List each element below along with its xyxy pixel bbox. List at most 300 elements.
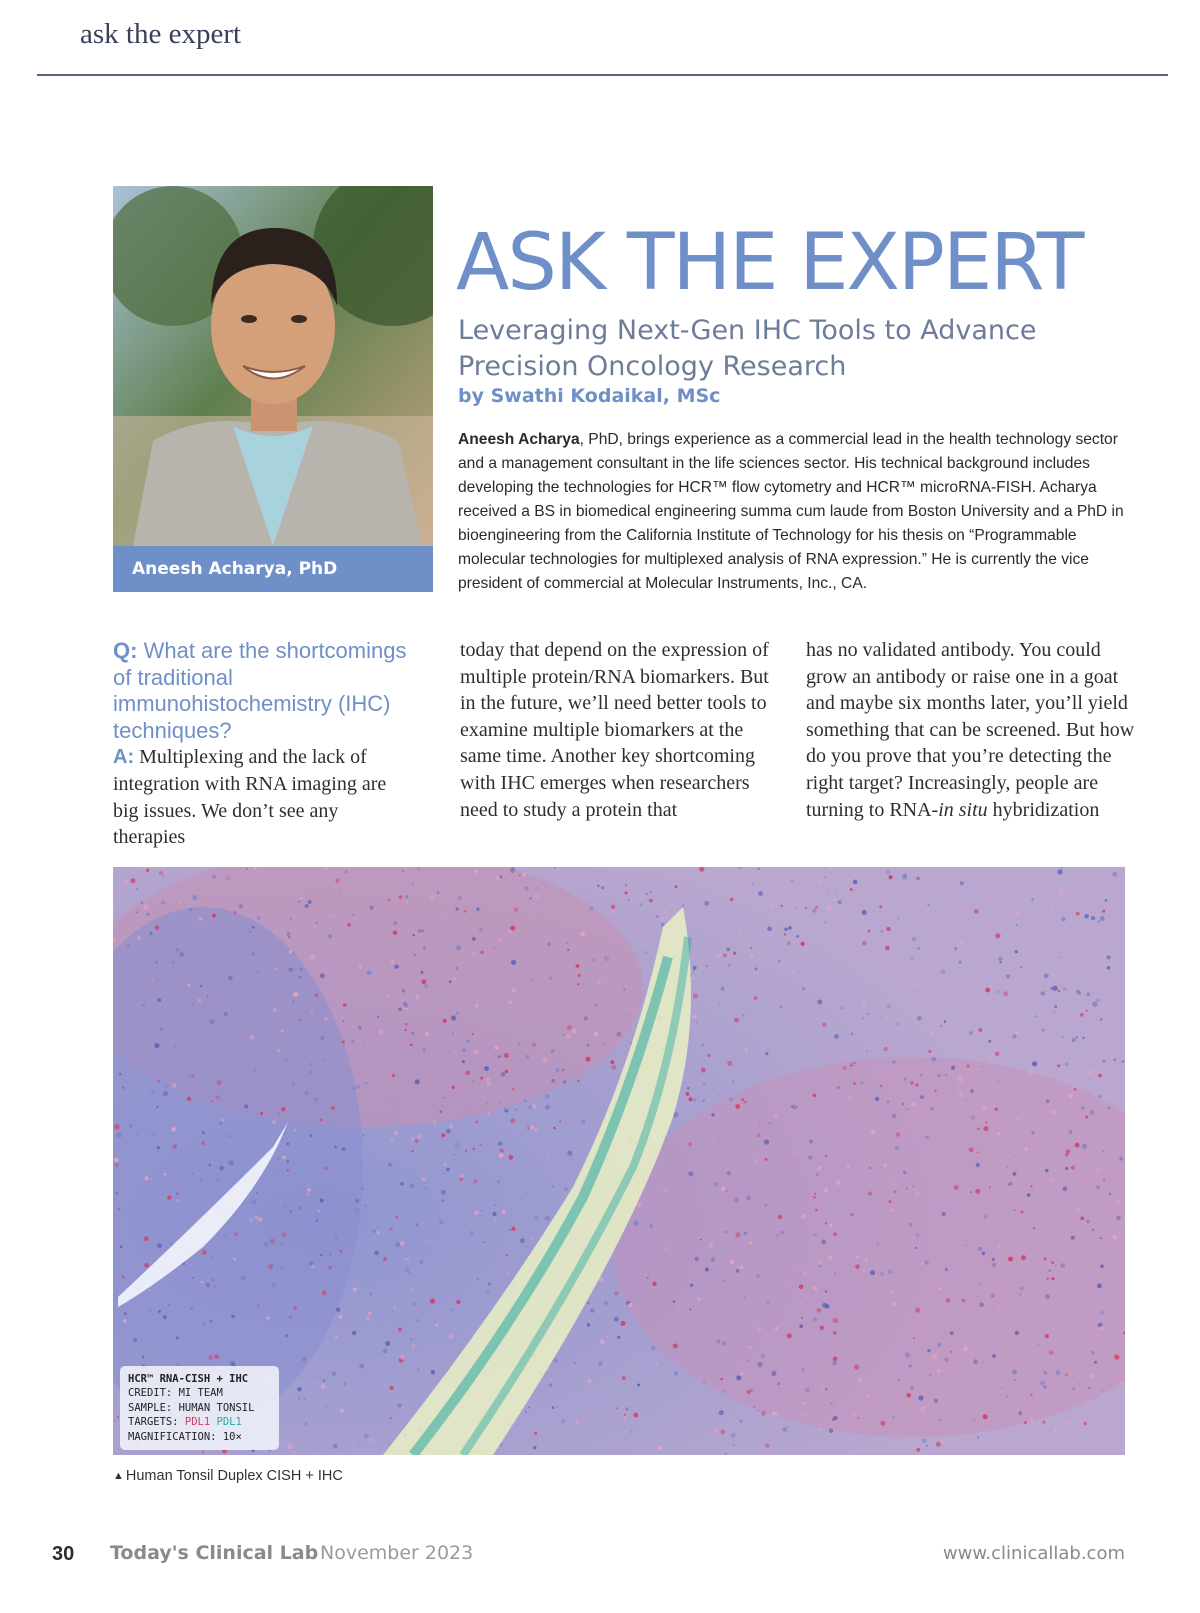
stain-speck: [416, 1223, 419, 1226]
stain-speck: [999, 961, 1001, 963]
stain-speck: [199, 1179, 202, 1182]
stain-speck: [1006, 1167, 1008, 1169]
stain-speck: [663, 1189, 667, 1193]
stain-speck: [937, 1343, 942, 1348]
stain-speck: [424, 984, 428, 988]
stain-speck: [281, 1030, 284, 1033]
stain-speck: [152, 979, 154, 981]
stain-speck: [1042, 1029, 1045, 1032]
stain-speck: [413, 1302, 417, 1306]
stain-speck: [415, 1368, 417, 1370]
stain-speck: [963, 1347, 968, 1352]
stain-speck: [177, 869, 179, 871]
stain-speck: [739, 1420, 742, 1423]
stain-speck: [1016, 911, 1021, 916]
stain-speck: [509, 1229, 511, 1231]
stain-speck: [1104, 899, 1107, 902]
stain-speck: [796, 935, 799, 938]
stain-speck: [512, 989, 515, 992]
stain-speck: [824, 1188, 828, 1192]
stain-speck: [1035, 1015, 1037, 1017]
stain-speck: [595, 1004, 598, 1007]
stain-speck: [159, 871, 163, 875]
stain-speck: [1030, 1418, 1035, 1423]
stain-speck: [504, 1053, 509, 1058]
stain-speck: [786, 1129, 788, 1131]
stain-speck: [281, 1107, 285, 1111]
stain-speck: [137, 936, 141, 940]
stain-speck: [298, 901, 300, 903]
stain-speck: [911, 1102, 916, 1107]
stain-speck: [633, 1413, 638, 1418]
stain-speck: [151, 1091, 155, 1095]
stain-speck: [587, 1301, 590, 1304]
stain-speck: [300, 897, 303, 900]
stain-speck: [578, 974, 581, 977]
stain-speck: [455, 967, 458, 970]
stain-speck: [160, 1028, 163, 1031]
stain-speck: [711, 1257, 716, 1262]
stain-speck: [297, 1387, 301, 1391]
stain-speck: [1101, 1390, 1103, 1392]
stain-speck: [524, 886, 528, 890]
stain-speck: [833, 899, 835, 901]
stain-speck: [144, 1263, 149, 1268]
stain-speck: [562, 1069, 564, 1071]
stain-speck: [303, 1084, 305, 1086]
stain-speck: [476, 907, 480, 911]
stain-speck: [973, 1359, 978, 1364]
stain-speck: [395, 1242, 400, 1247]
stain-speck: [765, 1204, 767, 1206]
stain-speck: [989, 1187, 991, 1189]
stain-speck: [264, 1242, 269, 1247]
stain-speck: [298, 1397, 300, 1399]
stain-speck: [630, 1430, 633, 1433]
stain-speck: [780, 1231, 784, 1235]
stain-speck: [747, 1360, 749, 1362]
stain-speck: [151, 1178, 153, 1180]
stain-speck: [258, 1217, 263, 1222]
stain-speck: [210, 1320, 213, 1323]
stain-speck: [789, 1282, 791, 1284]
stain-speck: [1086, 1010, 1088, 1012]
stain-speck: [886, 870, 891, 875]
stain-speck: [1082, 1037, 1084, 1039]
stain-speck: [320, 1254, 323, 1257]
stain-speck: [739, 929, 742, 932]
stain-speck: [115, 1163, 119, 1167]
stain-speck: [388, 898, 391, 901]
stain-speck: [1075, 1143, 1080, 1148]
stain-speck: [744, 1101, 746, 1103]
stain-speck: [611, 1065, 616, 1070]
stain-speck: [813, 1286, 817, 1290]
stain-speck: [515, 1109, 517, 1111]
stain-speck: [877, 1242, 880, 1245]
stain-speck: [224, 1234, 226, 1236]
stain-speck: [981, 1066, 983, 1068]
stain-speck: [587, 1323, 591, 1327]
stain-speck: [136, 1133, 138, 1135]
stain-speck: [322, 1379, 325, 1382]
bio-name: Aneesh Acharya: [458, 431, 580, 448]
stain-speck: [847, 1165, 850, 1168]
stain-speck: [1060, 890, 1064, 894]
stain-speck: [271, 1283, 276, 1288]
stain-speck: [587, 1379, 591, 1383]
stain-speck: [756, 1275, 759, 1278]
stain-speck: [870, 1270, 875, 1275]
stain-speck: [1082, 1144, 1087, 1149]
stain-speck: [1024, 1147, 1028, 1151]
stain-speck: [512, 1088, 515, 1091]
stain-speck: [1063, 1186, 1068, 1191]
stain-speck: [726, 948, 730, 952]
stain-speck: [411, 1137, 415, 1141]
stain-speck: [778, 960, 780, 962]
stain-speck: [1076, 1036, 1078, 1038]
stain-speck: [402, 870, 404, 872]
stain-speck: [736, 1375, 741, 1380]
stain-speck: [409, 1184, 414, 1189]
stain-speck: [717, 1340, 721, 1344]
stain-speck: [1027, 1193, 1031, 1197]
stain-speck: [304, 1091, 309, 1096]
stain-speck: [1108, 1107, 1111, 1110]
stain-speck: [209, 1019, 214, 1024]
stain-speck: [875, 1073, 877, 1075]
stain-speck: [292, 1082, 296, 1086]
stain-speck: [358, 1026, 362, 1030]
stain-speck: [526, 1192, 528, 1194]
stain-speck: [1081, 1106, 1084, 1109]
stain-speck: [320, 973, 325, 978]
stain-speck: [549, 976, 552, 979]
stain-speck: [149, 1289, 151, 1291]
stain-speck: [566, 1034, 571, 1039]
stain-speck: [299, 967, 303, 971]
stain-speck: [656, 1362, 658, 1364]
stain-speck: [903, 1171, 906, 1174]
stain-speck: [176, 1199, 179, 1202]
stain-speck: [880, 1085, 883, 1088]
stain-speck: [400, 1182, 403, 1185]
stain-speck: [858, 1378, 862, 1382]
stain-speck: [892, 1060, 895, 1063]
stain-speck: [117, 1416, 120, 1419]
stain-speck: [306, 1192, 310, 1196]
stain-speck: [282, 1232, 286, 1236]
website-link[interactable]: www.clinicallab.com: [942, 1543, 1125, 1564]
stain-speck: [278, 1158, 280, 1160]
stain-speck: [223, 1012, 227, 1016]
stain-speck: [802, 1402, 805, 1405]
stain-speck: [287, 932, 291, 936]
stain-speck: [149, 932, 152, 935]
stain-speck: [584, 1016, 588, 1020]
stain-speck: [328, 1266, 332, 1270]
stain-speck: [693, 1099, 696, 1102]
stain-speck: [1098, 1095, 1101, 1098]
stain-speck: [500, 1149, 504, 1153]
stain-speck: [393, 930, 398, 935]
stain-speck: [677, 1305, 679, 1307]
stain-speck: [609, 909, 614, 914]
stain-speck: [960, 881, 964, 885]
stain-speck: [689, 1097, 693, 1101]
stain-speck: [1119, 1157, 1123, 1161]
stain-speck: [1030, 1061, 1032, 1063]
stain-speck: [397, 1403, 402, 1408]
stain-speck: [417, 1134, 422, 1139]
stain-speck: [189, 908, 193, 912]
stain-speck: [843, 1015, 845, 1017]
stain-speck: [868, 1191, 872, 1195]
article-headline: Leveraging Next-Gen IHC Tools to Advance Precision Oncology Research: [458, 315, 1037, 382]
stain-speck: [700, 1239, 702, 1241]
stain-speck: [686, 1092, 690, 1096]
stain-speck: [252, 952, 256, 956]
stain-speck: [405, 1029, 407, 1031]
stain-speck: [486, 1289, 490, 1293]
figure-label: [120, 1366, 279, 1450]
stain-speck: [557, 1406, 559, 1408]
stain-speck: [853, 880, 858, 885]
stain-speck: [289, 967, 293, 971]
stain-speck: [713, 1089, 715, 1091]
stain-speck: [998, 1245, 1001, 1248]
stain-speck: [392, 1074, 395, 1077]
stain-speck: [374, 1251, 379, 1256]
stain-speck: [480, 1143, 482, 1145]
stain-speck: [695, 1257, 699, 1261]
stain-speck: [352, 1086, 356, 1090]
stain-speck: [393, 921, 397, 925]
stain-speck: [465, 1150, 467, 1152]
answer-text-col3: has no validated antibody. You could grow an antibody or raise one in a goat and maybe six months later, you’ll yield something that can be screened. But how do you prove that you’re detecting the right target? Increasingly, people are turning to RNA-: [806, 639, 1135, 821]
stain-speck: [188, 1076, 191, 1079]
magazine-name: Today's Clinical Lab: [110, 1542, 319, 1564]
stain-speck: [1051, 908, 1054, 911]
stain-speck: [272, 1120, 276, 1124]
stain-speck: [804, 1413, 807, 1416]
stain-speck: [1102, 910, 1105, 913]
stain-speck: [727, 1171, 731, 1175]
stain-speck: [702, 1077, 704, 1079]
stain-speck: [1065, 1062, 1069, 1066]
stain-speck: [1096, 998, 1100, 1002]
stain-speck: [809, 1139, 813, 1143]
stain-speck: [833, 1331, 837, 1335]
stain-speck: [970, 1115, 974, 1119]
stain-speck: [328, 934, 332, 938]
stain-speck: [1013, 1209, 1015, 1211]
stain-speck: [453, 977, 456, 980]
stain-speck: [598, 1361, 602, 1365]
stain-speck: [890, 1209, 893, 1212]
stain-speck: [834, 1273, 836, 1275]
stain-speck: [211, 1100, 213, 1102]
stain-speck: [570, 1154, 573, 1157]
stain-speck: [628, 1007, 631, 1010]
stain-speck: [164, 1173, 167, 1176]
stain-speck: [1080, 1013, 1084, 1017]
stain-speck: [740, 1361, 743, 1364]
stain-speck: [244, 1105, 248, 1109]
stain-speck: [464, 910, 467, 913]
stain-speck: [973, 1418, 976, 1421]
stain-speck: [808, 1156, 812, 1160]
stain-speck: [1031, 1131, 1034, 1134]
stain-speck: [415, 1079, 420, 1084]
stain-speck: [1086, 993, 1090, 997]
stain-speck: [449, 1334, 454, 1339]
stain-speck: [409, 1272, 411, 1274]
stain-speck: [634, 1221, 639, 1226]
stain-speck: [359, 1364, 364, 1369]
stain-speck: [750, 947, 752, 949]
stain-speck: [514, 908, 518, 912]
stain-speck: [658, 1328, 660, 1330]
stain-speck: [979, 1303, 984, 1308]
stain-speck: [176, 963, 178, 965]
stain-speck: [501, 1058, 503, 1060]
stain-speck: [903, 1078, 906, 1081]
stain-speck: [511, 1227, 515, 1231]
stain-speck: [390, 1386, 394, 1390]
stain-speck: [778, 1215, 782, 1219]
stain-speck: [241, 1276, 246, 1281]
stain-speck: [455, 907, 458, 910]
stain-speck: [940, 1440, 943, 1443]
stain-speck: [441, 1133, 445, 1137]
stain-speck: [829, 1428, 834, 1433]
stain-speck: [825, 1290, 827, 1292]
stain-speck: [1009, 1182, 1013, 1186]
stain-speck: [311, 1265, 315, 1269]
stain-speck: [494, 1204, 496, 1206]
stain-speck: [116, 1192, 119, 1195]
stain-speck: [832, 1418, 835, 1421]
stain-speck: [926, 1230, 930, 1234]
stain-speck: [721, 1187, 726, 1192]
stain-speck: [825, 1222, 827, 1224]
stain-speck: [537, 1047, 539, 1049]
stain-speck: [483, 1241, 485, 1243]
stain-speck: [324, 1017, 328, 1021]
stain-speck: [391, 1138, 393, 1140]
stain-speck: [887, 1004, 892, 1009]
stain-speck: [1059, 1449, 1061, 1451]
stain-speck: [932, 1354, 937, 1359]
stain-speck: [187, 984, 190, 987]
stain-speck: [362, 874, 364, 876]
stain-speck: [821, 1240, 826, 1245]
stain-speck: [760, 1354, 765, 1359]
stain-speck: [176, 1336, 179, 1339]
stain-speck: [439, 1220, 443, 1224]
stain-speck: [399, 895, 403, 899]
stain-speck: [563, 1080, 567, 1084]
stain-speck: [502, 1210, 506, 1214]
stain-speck: [155, 961, 157, 963]
stain-speck: [352, 1331, 356, 1335]
stain-speck: [721, 987, 725, 991]
stain-speck: [460, 1174, 464, 1178]
stain-speck: [730, 1260, 735, 1265]
stain-speck: [730, 898, 733, 901]
stain-speck: [1006, 974, 1010, 978]
stain-speck: [800, 1302, 802, 1304]
stain-speck: [1114, 1355, 1119, 1360]
stain-speck: [314, 1003, 316, 1005]
stain-speck: [414, 954, 416, 956]
stain-speck: [405, 895, 408, 898]
stain-speck: [390, 1228, 393, 1231]
stain-speck: [1051, 1277, 1054, 1280]
stain-speck: [742, 1014, 744, 1016]
stain-speck: [958, 1077, 963, 1082]
stain-speck: [801, 1214, 806, 1219]
stain-speck: [423, 946, 426, 949]
stain-speck: [405, 1023, 407, 1025]
stain-speck: [693, 970, 695, 972]
stain-speck: [550, 1379, 552, 1381]
stain-speck: [203, 1141, 205, 1143]
stain-speck: [357, 1445, 359, 1447]
stain-speck: [661, 923, 665, 927]
stain-speck: [252, 1200, 257, 1205]
stain-speck: [918, 1395, 923, 1400]
stain-speck: [649, 899, 653, 903]
stain-speck: [754, 996, 758, 1000]
stain-speck: [524, 1100, 527, 1103]
stain-speck: [640, 903, 643, 906]
stain-speck: [219, 1122, 222, 1125]
stain-speck: [969, 1031, 973, 1035]
stain-speck: [935, 1090, 937, 1092]
stain-speck: [746, 1196, 751, 1201]
stain-speck: [891, 1182, 894, 1185]
stain-speck: [1011, 1308, 1013, 1310]
stain-speck: [915, 1247, 917, 1249]
stain-speck: [757, 1410, 759, 1412]
stain-speck: [1097, 1047, 1100, 1050]
stain-speck: [431, 1370, 435, 1374]
stain-speck: [192, 1074, 195, 1077]
stain-speck: [959, 1093, 963, 1097]
stain-speck: [174, 1046, 177, 1049]
stain-speck: [329, 1253, 331, 1255]
stain-speck: [817, 973, 820, 976]
stain-speck: [1030, 1394, 1033, 1397]
stain-speck: [257, 1304, 260, 1307]
stain-speck: [228, 1135, 231, 1138]
stain-speck: [1053, 1241, 1056, 1244]
stain-speck: [703, 1082, 706, 1085]
stain-speck: [909, 1223, 912, 1226]
stain-speck: [1044, 974, 1049, 979]
stain-speck: [1075, 1198, 1077, 1200]
stain-speck: [383, 1257, 387, 1261]
stain-speck: [202, 1451, 204, 1453]
stain-speck: [116, 1133, 121, 1138]
stain-speck: [253, 1069, 256, 1072]
stain-speck: [528, 1406, 530, 1408]
stain-speck: [528, 1105, 533, 1110]
stain-speck: [315, 1098, 318, 1101]
